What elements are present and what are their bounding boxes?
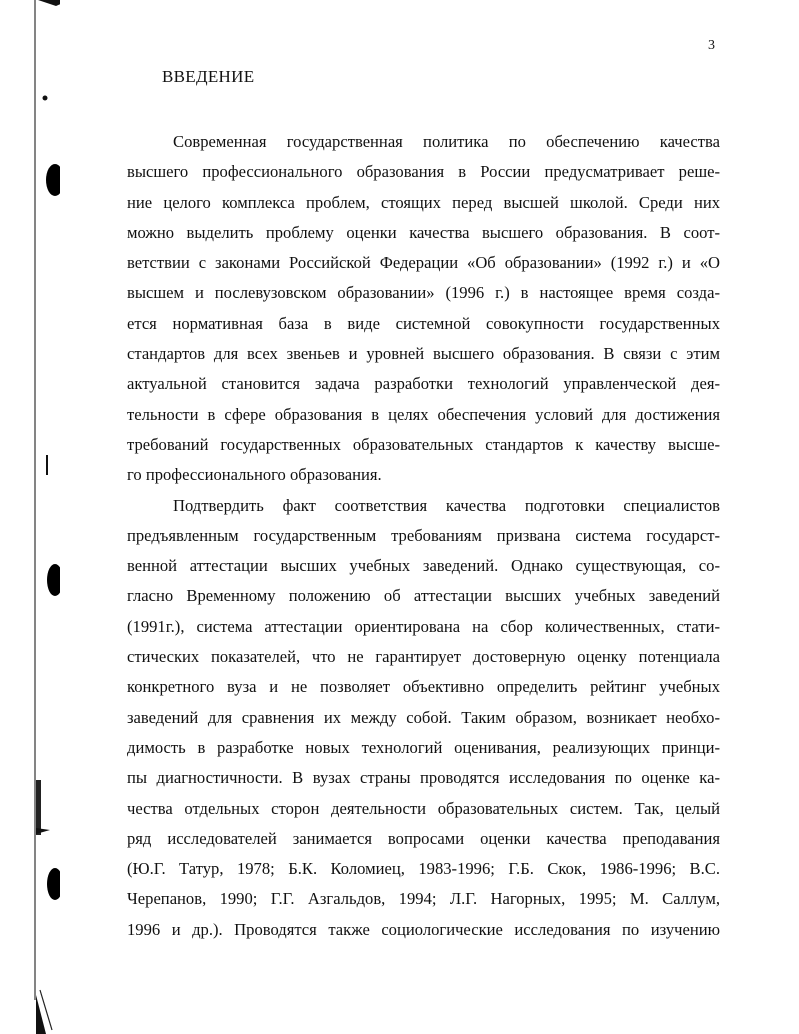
text-line: Современная государственная политика по обеспечению качества — [173, 132, 720, 151]
scan-edge-tick — [36, 828, 50, 834]
binding-hole — [46, 164, 60, 196]
text-line: высшем и послевузовском образовании» (1996 г.) в настоящее время созда- — [127, 283, 720, 303]
text-line: чества отдельных сторон деятельности образовательных систем. Так, целый — [127, 798, 720, 818]
text-line: пы диагностичности. В вузах страны проводятся исследования по оценке ка- — [127, 768, 720, 788]
binding-hole — [47, 868, 60, 900]
text-line: го профессионального образования. — [127, 465, 382, 485]
text-line: Подтвердить факт соответствия качества подготовки специалистов — [173, 495, 720, 515]
binding-dot — [43, 96, 48, 101]
text-line: (Ю.Г. Татур, 1978; Б.К. Коломиец, 1983-1996; Г.Б. Скок, 1986-1996; В.С. — [127, 859, 720, 879]
text-line: (1991г.), система аттестации ориентирована на сбор количественных, стати- — [127, 616, 720, 636]
text-line: актуальной становится задача разработки технологий управленческой дея- — [127, 374, 720, 394]
text-line: гласно Временному положению об аттестации высших учебных заведений — [127, 586, 720, 606]
body-text — [127, 127, 720, 945]
page-heading: ВВЕДЕНИЕ — [162, 67, 255, 86]
text-line: Черепанов, 1990; Г.Г. Азгальдов, 1994; Л.Г. Нагорных, 1995; М. Саллум, — [127, 889, 720, 909]
text-line: 1996 и др.). Проводятся также социологические исследования по изучению — [127, 919, 720, 939]
text-line: можно выделить проблему оценки качества высшего образования. В соот- — [127, 222, 720, 242]
text-line: ние целого комплекса проблем, стоящих перед высшей школой. Среди них — [127, 192, 720, 212]
text-line: ется нормативная база в виде системной совокупности государственных — [127, 313, 720, 333]
paragraph-1 — [127, 127, 720, 491]
paragraph-2 — [127, 491, 720, 945]
text-line: требований государственных образовательных стандартов к качеству высше- — [127, 434, 720, 454]
text-line: ветствии с законами Российской Федерации «Об образовании» (1992 г.) и «О — [127, 253, 720, 273]
text-line: заведений для сравнения их между собой. Таким образом, возникает необхо- — [127, 707, 720, 727]
text-line: венной аттестации высших учебных заведений. Однако существующая, со- — [127, 556, 720, 576]
scan-margin-artifacts — [0, 0, 60, 1034]
text-line: тельности в сфере образования в целях обеспечения условий для достижения — [127, 404, 720, 424]
text-line: высшего профессионального образования в России предусматривает реше- — [127, 162, 720, 182]
binding-hole — [47, 564, 60, 596]
scan-corner-mark — [38, 0, 60, 6]
text-line: предъявленным государственным требованиям призвана система государст- — [127, 525, 720, 545]
text-line: конкретного вуза и не позволяет объективно определить рейтинг учебных — [127, 677, 720, 697]
text-line: стических показателей, что не гарантирует достоверную оценку потенциала — [127, 647, 720, 667]
page-number: 3 — [708, 38, 715, 53]
text-line: ряд исследователей занимается вопросами оценки качества преподавания — [127, 828, 720, 848]
text-line: стандартов для всех звеньев и уровней высшего образования. В связи с этим — [127, 344, 720, 364]
scan-edge-bar — [36, 780, 41, 835]
text-line: димость в разработке новых технологий оценивания, реализующих принци- — [127, 737, 720, 757]
scan-corner-mark — [36, 995, 46, 1034]
